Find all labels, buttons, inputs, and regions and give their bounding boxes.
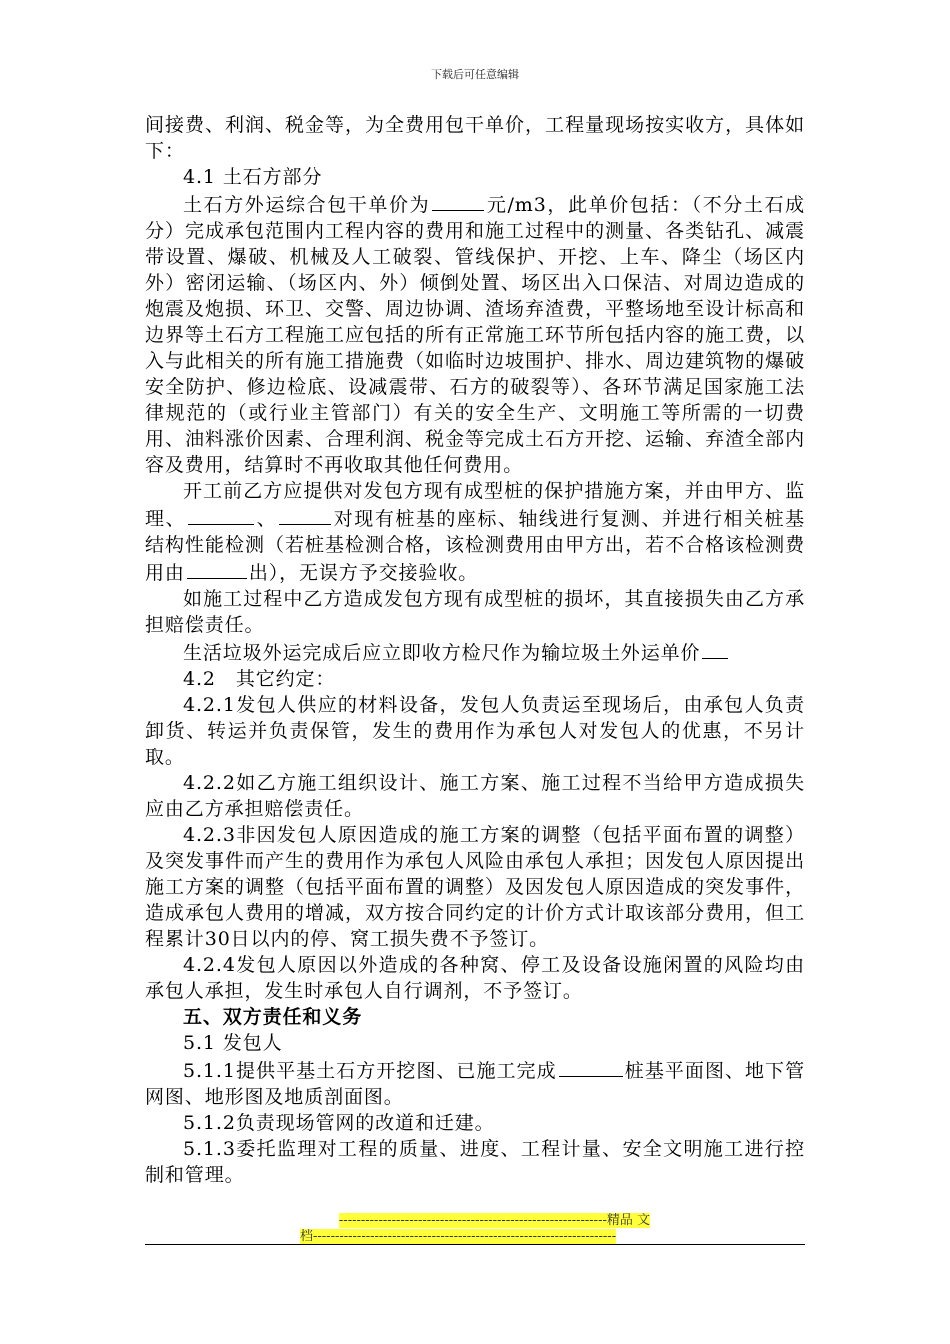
text-segment: 、 (256, 508, 278, 530)
clause-5-1-2: 5.1.2负责现场管网的改道和迁建。 (183, 1112, 495, 1134)
clause-4-2-3: 4.2.3非因发包人原因造成的施工方案的调整（包括平面布置的调整）及突发事件而产生的费用作为承包人风险由承包人承担；因发包人原因提出施工方案的调整（包括平面布置的调整）及因发包人原因造成的突发事件，造成承包人费用的增减，双方按合同约定的计价方式计取该部分费用，但工程累计30日以内的停、窝工损失费不予签订。 (145, 824, 805, 950)
text-segment: 土石方外运综合包干单价为 (183, 194, 431, 216)
text-segment: 对现有桩基的座标、轴线进行复测、并进行相关桩基结构性能检测（若桩基检测合格，该检测费用由甲方出，若不合格该检测费用由 (145, 508, 805, 584)
clause-4-2-2: 4.2.2如乙方施工组织设计、施工方案、施工过程不当给甲方造成损失应由乙方承担赔偿责任。 (145, 772, 805, 820)
paragraph-pile-protection (145, 478, 805, 586)
page-footer (300, 1213, 650, 1245)
blank-underline (187, 558, 247, 579)
section-4-2-heading: 4.2 其它约定： (183, 668, 336, 690)
footer-line-2 (300, 1229, 650, 1245)
section-5-1-heading: 5.1 发包人 (183, 1032, 283, 1054)
text-segment: 开工前乙方应提供对发包方现有成型桩的保护措施方案，并由甲方、监理、 (145, 480, 805, 530)
text-segment: 元/m3，此单价包括：（不分土石成分）完成承包范围内工程内容的费用和施工过程中的测量、各类钻孔、减震带设置、爆破、机械及人工破裂、管线保护、开挖、上车、降尘（场区内外）密闭运输、（场区内、外）倾倒处置、场区出入口保洁、对周边造成的炮震及炮损、环卫、交警、周边协调、渣场弃渣费，平整场地至设计标高和边界等土石方工程施工应包括的所有正常施工环节所包括内容的施工费，以入与此相关的所有施工措施费（如临时边坡围护、排水、周边建筑物的爆破安全防护、修边检底、设减震带、石方的破裂等）、各环节满足国家施工法律规范的（或行业主管部门）有关的安全生产、文明施工等所需的一切费用、油料涨价因素、合理利润、税金等完成土石方开挖、运输、弃渣全部内容及费用，结算时不再收取其他任何费用。 (145, 194, 805, 476)
section-5-heading: 五、双方责任和义务 (183, 1006, 363, 1028)
blank-underline (432, 190, 484, 211)
section-4-1-heading: 4.1 土石方部分 (183, 166, 323, 188)
paragraph-pile-damage: 如施工过程中乙方造成发包方现有成型桩的损坏，其直接损失由乙方承担赔偿责任。 (145, 588, 805, 636)
text-segment: 桩基平面图、地下管网图、地形图及地质剖面图。 (145, 1060, 806, 1108)
paragraph-garbage (145, 638, 805, 666)
clause-4-2-4: 4.2.4发包人原因以外造成的各种窝、停工及设备设施闲置的风险均由承包人承担，发生时承包人自行调剂，不予签订。 (145, 954, 805, 1002)
blank-underline (188, 504, 254, 525)
clause-4-2-1: 4.2.1发包人供应的材料设备，发包人负责运至现场后，由承包人负责卸货、转运并负责保管，发生的费用作为承包人对发包人的优惠，不另计取。 (145, 694, 805, 768)
blank-underline (559, 1056, 623, 1077)
clause-5-1-3: 5.1.3委托监理对工程的质量、进度、工程计量、安全文明施工进行控制和管理。 (145, 1138, 805, 1186)
paragraph-intro: 间接费、利润、税金等，为全费用包干单价，工程量现场按实收方，具体如下： (145, 114, 805, 162)
text-segment: 5.1.1提供平基土石方开挖图、已施工完成 (183, 1060, 557, 1082)
paragraph-earthwork-price (145, 190, 805, 478)
blank-underline (702, 638, 728, 659)
blank-underline (279, 504, 331, 525)
page-header: 下载后可任意编辑 (431, 68, 519, 81)
footer-divider (145, 1244, 805, 1245)
text-segment: 生活垃圾外运完成后应立即收方检尺作为输垃圾土外运单价 (183, 642, 701, 664)
footer-line-1 (300, 1213, 650, 1229)
footer-highlight: -------------------------------------------------------------精品 文 (338, 1213, 650, 1228)
footer-highlight: 档--------------------------------------------------------------------- (300, 1229, 617, 1244)
document-body (145, 112, 805, 1188)
text-segment: 出），无误方予交接验收。 (248, 562, 479, 584)
clause-5-1-1 (145, 1056, 805, 1110)
